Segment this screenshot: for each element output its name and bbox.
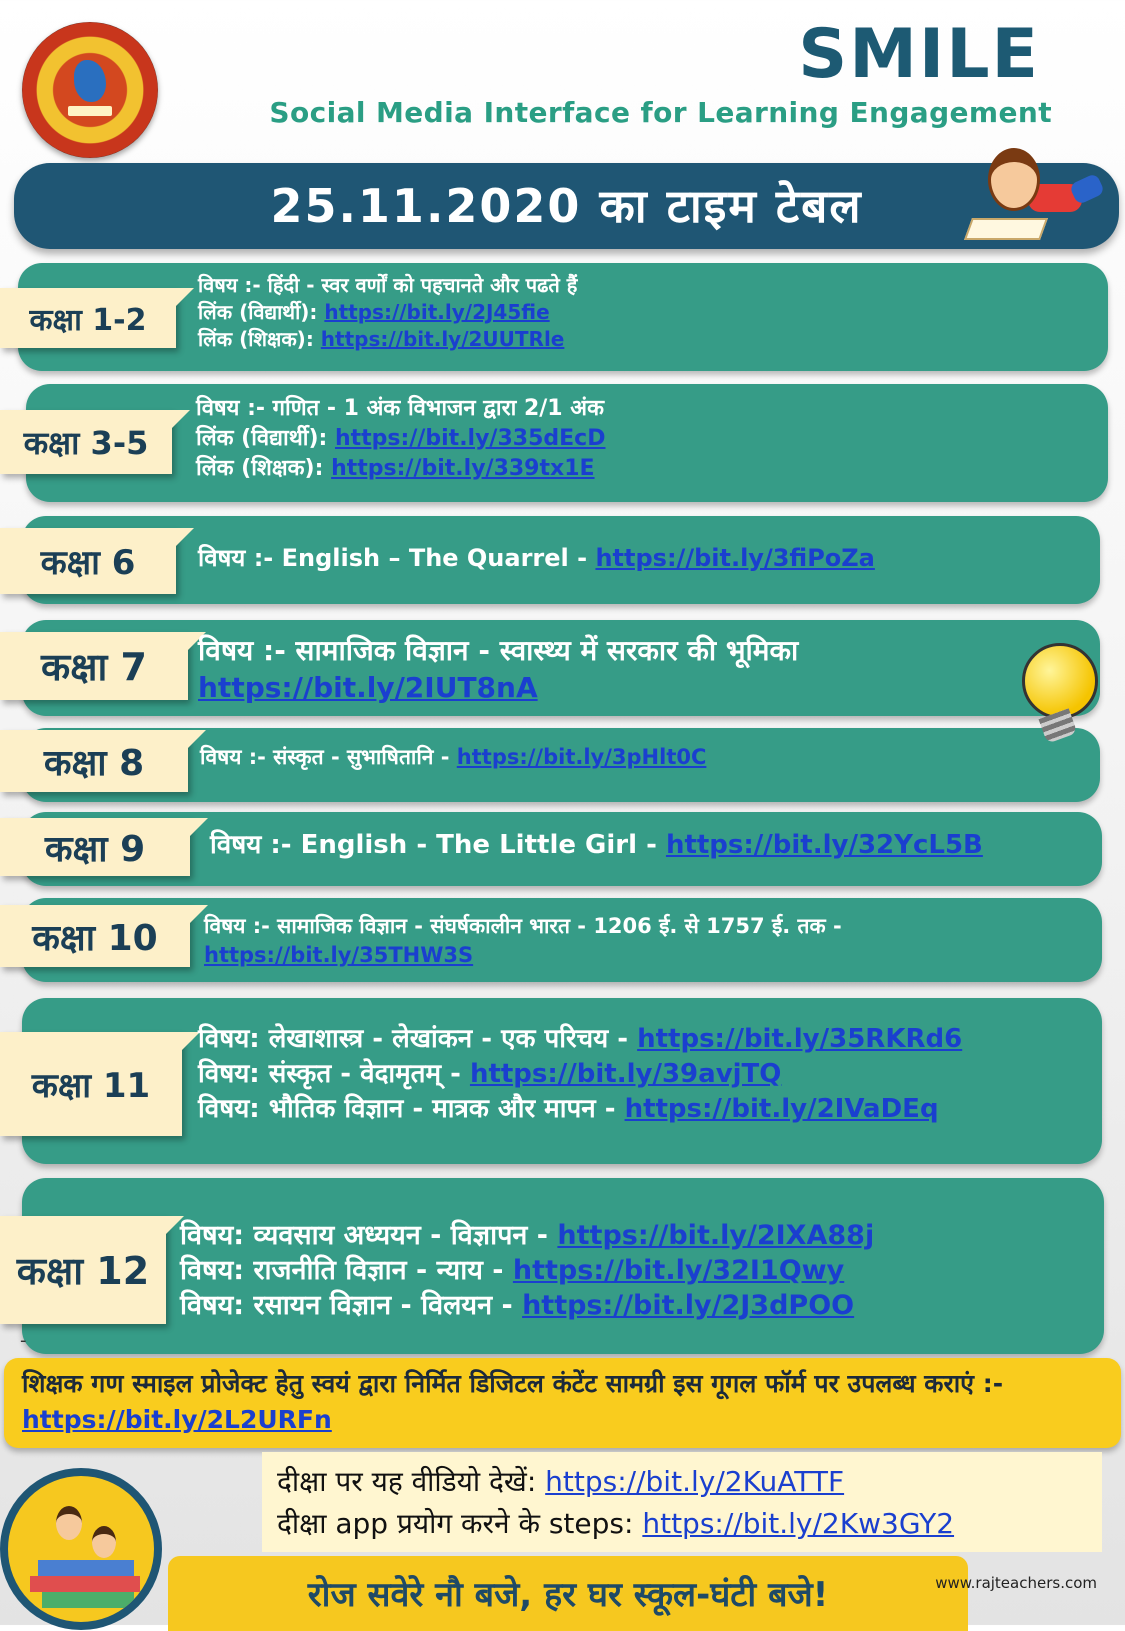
lesson-link[interactable]: https://bit.ly/2UUTRle: [320, 327, 565, 351]
subject-line-text: विषय: व्यवसाय अध्ययन - विज्ञापन -: [180, 1220, 558, 1251]
class-label: कक्षा 3-5: [0, 410, 172, 474]
subject-line: [196, 454, 605, 484]
lesson-link[interactable]: https://bit.ly/2J45fie: [324, 300, 550, 324]
subject-line: [198, 1022, 962, 1057]
notice-link[interactable]: https://bit.ly/2L2URFn: [22, 1405, 332, 1434]
subject-line: [204, 912, 842, 941]
subject-line: [198, 272, 577, 299]
subject-line-text: विषय :- English - The Little Girl -: [210, 830, 666, 860]
diksha-line2-text: दीक्षा app प्रयोग करने के steps:: [277, 1507, 643, 1540]
lesson-link[interactable]: https://bit.ly/2IUT8nA: [198, 671, 538, 704]
lesson-link[interactable]: https://bit.ly/39avjTQ: [469, 1059, 782, 1089]
subject-line-text: विषय :- संस्कृत - सुभाषितानि -: [200, 745, 457, 769]
subject-text: [180, 1218, 874, 1323]
class-label: कक्षा 9: [0, 818, 190, 876]
subject-line: [210, 830, 983, 860]
subject-line-text: विषय :- सामाजिक विज्ञान - स्वास्थ्य में सरकार की भूमिका: [198, 634, 799, 667]
subject-line: [198, 542, 875, 574]
subject-line: [180, 1253, 874, 1288]
slogan-text: रोज सवेरे नौ बजे, हर घर स्कूल-घंटी बजे!: [307, 1575, 829, 1615]
subject-line-text: विषय :- हिंदी - स्वर वर्णों को पहचानते और पढते हैं: [198, 273, 578, 297]
website-label: www.rajteachers.com: [935, 1574, 1097, 1592]
subject-line: [204, 941, 842, 970]
subject-line: [198, 669, 798, 706]
lesson-link[interactable]: https://bit.ly/2J3dPOO: [522, 1290, 855, 1321]
subject-line: [198, 632, 798, 669]
subject-line-text: लिंक (विद्यार्थी):: [196, 426, 335, 451]
notice-text: शिक्षक गण स्माइल प्रोजेक्ट हेतु स्वयं द्वारा निर्मित डिजिटल कंटेंट सामग्री इस गूगल फॉर्म पर उपलब्ध कराएं :-: [22, 1369, 1004, 1398]
subject-text: [198, 272, 577, 353]
subject-line: [180, 1218, 874, 1253]
department-logo-icon: [22, 22, 158, 158]
subject-line-text: विषय :- सामाजिक विज्ञान - संघर्षकालीन भारत - 1206 ई. से 1757 ई. तक -: [204, 914, 842, 938]
diksha-steps-link[interactable]: https://bit.ly/2Kw3GY2: [642, 1507, 955, 1540]
subject-text: [198, 632, 798, 706]
lesson-link[interactable]: https://bit.ly/335dEcD: [334, 426, 606, 451]
subject-line: [198, 299, 577, 326]
dash-mark: -: [20, 1330, 27, 1351]
class-label: कक्षा 1-2: [0, 288, 176, 348]
subject-line-text: विषय: राजनीति विज्ञान - न्याय -: [180, 1255, 513, 1286]
subject-line: [200, 742, 706, 772]
lesson-link[interactable]: https://bit.ly/32I1Qwy: [512, 1255, 845, 1286]
subject-line-text: विषय :- English – The Quarrel -: [198, 544, 596, 572]
timetable-title: 25.11.2020 का टाइम टेबल: [14, 163, 1119, 249]
smile-subtitle: Social Media Interface for Learning Engagement: [269, 96, 1052, 129]
lesson-link[interactable]: https://bit.ly/3pHlt0C: [456, 745, 707, 769]
lesson-link[interactable]: https://bit.ly/3fiPoZa: [595, 544, 875, 572]
subject-line: [198, 326, 577, 353]
subject-line-text: विषय :- गणित - 1 अंक विभाजन द्वारा 2/1 अंक: [196, 396, 604, 421]
subject-line-text: विषय: रसायन विज्ञान - विलयन -: [180, 1290, 523, 1321]
subject-line-text: विषय: भौतिक विज्ञान - मात्रक और मापन -: [198, 1094, 625, 1124]
subject-line-text: लिंक (विद्यार्थी):: [198, 300, 325, 324]
subject-text: [200, 742, 706, 772]
lesson-link[interactable]: https://bit.ly/35THW3S: [204, 943, 474, 967]
lesson-link[interactable]: https://bit.ly/35RKRd6: [637, 1024, 963, 1054]
lesson-link[interactable]: https://bit.ly/2IXA88j: [557, 1220, 875, 1251]
lesson-link[interactable]: https://bit.ly/32YcL5B: [665, 830, 983, 860]
diksha-line1-text: दीक्षा पर यह वीडियो देखें:: [277, 1465, 546, 1498]
subject-text: [210, 830, 983, 860]
class-label: कक्षा 8: [0, 730, 188, 792]
class-label: कक्षा 10: [0, 905, 190, 967]
subject-text: [196, 394, 605, 484]
subject-line-text: विषय: संस्कृत - वेदामृतम् -: [198, 1059, 470, 1089]
smile-title: SMILE: [798, 15, 1040, 94]
subject-line-text: लिंक (शिक्षक):: [198, 327, 321, 351]
class-label: कक्षा 7: [0, 632, 188, 700]
subject-line: [198, 1057, 962, 1092]
teacher-notice: [4, 1358, 1121, 1448]
slogan-banner: [168, 1556, 968, 1631]
diksha-box: [262, 1452, 1102, 1552]
diksha-video-link[interactable]: https://bit.ly/2KuATTF: [545, 1465, 845, 1498]
subject-line: [196, 394, 605, 424]
subject-text: [198, 542, 875, 574]
lesson-link[interactable]: https://bit.ly/2IVaDEq: [624, 1094, 939, 1124]
subject-line: [180, 1288, 874, 1323]
subject-line-text: लिंक (शिक्षक):: [196, 456, 332, 481]
class-label: कक्षा 12: [0, 1216, 166, 1324]
subject-line: [198, 1092, 962, 1127]
class-label: कक्षा 11: [0, 1032, 182, 1136]
subject-line: [196, 424, 605, 454]
subject-text: [198, 1022, 962, 1127]
kids-books-icon: [0, 1468, 162, 1630]
subject-line-text: विषय: लेखाशास्त्र - लेखांकन - एक परिचय -: [198, 1024, 638, 1054]
class-label: कक्षा 6: [0, 528, 176, 594]
lightbulb-icon: [1022, 643, 1096, 743]
reading-kid-icon: [968, 138, 1118, 250]
subject-text: [204, 912, 842, 970]
lesson-link[interactable]: https://bit.ly/339tx1E: [331, 456, 595, 481]
